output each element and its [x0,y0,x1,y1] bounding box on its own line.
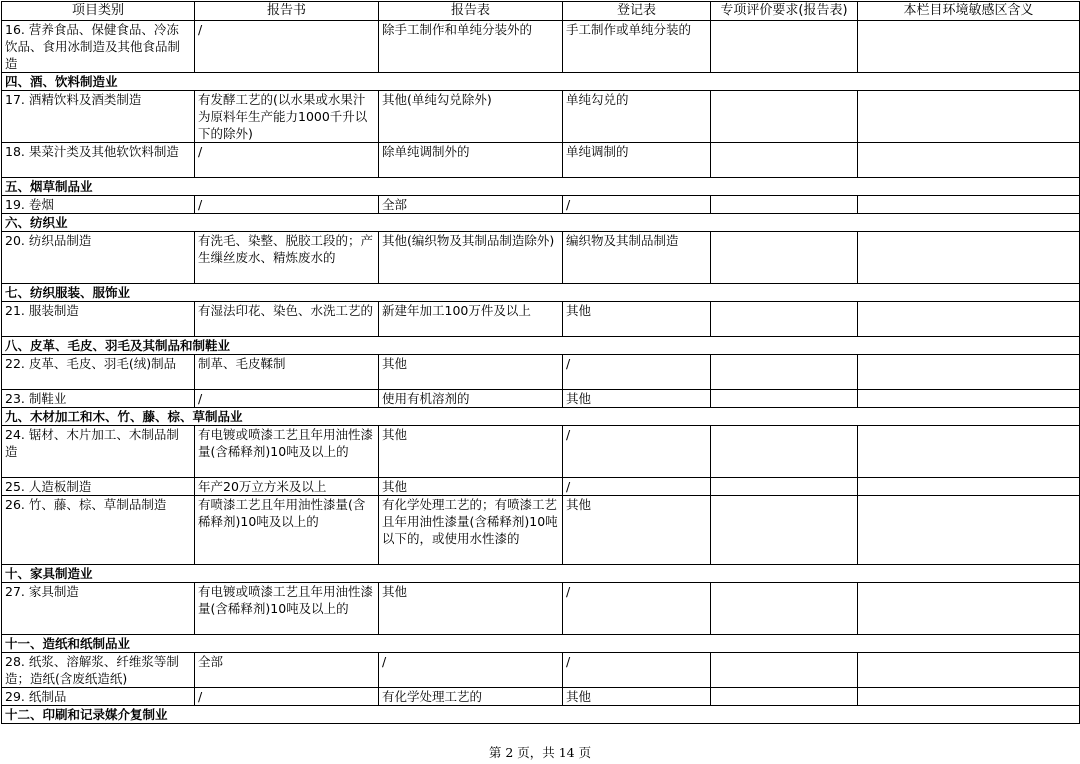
report-book-cell: / [195,688,379,706]
registration-form-cell: / [563,355,711,390]
registration-form-cell: 其他 [563,302,711,337]
section-title: 十、家具制造业 [2,565,1080,583]
registration-form-cell: 其他 [563,496,711,565]
special-evaluation-cell [711,232,858,284]
table-row [2,302,1080,337]
section-row [2,706,1080,724]
project-category-cell: 24. 锯材、木片加工、木制品制造 [2,426,195,478]
registration-form-cell: 单纯调制的 [563,143,711,178]
section-row [2,565,1080,583]
report-book-cell: / [195,21,379,73]
special-evaluation-cell [711,583,858,635]
project-category-cell: 23. 制鞋业 [2,390,195,408]
special-evaluation-cell [711,653,858,688]
sensitive-area-cell [858,426,1080,478]
table-row [2,355,1080,390]
special-evaluation-cell [711,688,858,706]
special-evaluation-cell [711,143,858,178]
registration-form-cell: 其他 [563,390,711,408]
sensitive-area-cell [858,91,1080,143]
sensitive-area-cell [858,688,1080,706]
special-evaluation-cell [711,390,858,408]
sensitive-area-cell [858,478,1080,496]
report-book-cell: 有湿法印花、染色、水洗工艺的 [195,302,379,337]
table-row [2,653,1080,688]
report-form-cell: 其他(编织物及其制品制造除外) [379,232,563,284]
report-form-cell: 除手工制作和单纯分装外的 [379,21,563,73]
report-book-cell: 有喷漆工艺且年用油性漆量(含稀释剂)10吨及以上的 [195,496,379,565]
report-book-cell: 有洗毛、染整、脱胶工段的；产生缫丝废水、精炼废水的 [195,232,379,284]
report-book-cell: 全部 [195,653,379,688]
header-sensitive-area-meaning: 本栏目环境敏感区含义 [858,2,1080,21]
report-book-cell: / [195,143,379,178]
report-form-cell: 其他 [379,355,563,390]
project-category-cell: 20. 纺织品制造 [2,232,195,284]
report-book-cell: 年产20万立方米及以上 [195,478,379,496]
project-category-cell: 28. 纸浆、溶解浆、纤维浆等制造；造纸(含废纸造纸) [2,653,195,688]
section-title: 十一、造纸和纸制品业 [2,635,1080,653]
table-row [2,21,1080,73]
report-book-cell: 制革、毛皮鞣制 [195,355,379,390]
report-form-cell: 全部 [379,196,563,214]
registration-form-cell: / [563,196,711,214]
report-form-cell: / [379,653,563,688]
header-project-category: 项目类别 [2,2,195,21]
section-title: 四、酒、饮料制造业 [2,73,1080,91]
section-row [2,408,1080,426]
section-row [2,178,1080,196]
sensitive-area-cell [858,583,1080,635]
sensitive-area-cell [858,21,1080,73]
table-row [2,688,1080,706]
sensitive-area-cell [858,390,1080,408]
sensitive-area-cell [858,143,1080,178]
report-book-cell: / [195,196,379,214]
table-row [2,390,1080,408]
registration-form-cell: 编织物及其制品制造 [563,232,711,284]
report-form-cell: 使用有机溶剂的 [379,390,563,408]
registration-form-cell: 其他 [563,688,711,706]
table-row [2,196,1080,214]
special-evaluation-cell [711,21,858,73]
section-row [2,337,1080,355]
table-row [2,232,1080,284]
section-row [2,284,1080,302]
report-form-cell: 有化学处理工艺的；有喷漆工艺且年用油性漆量(含稀释剂)10吨以下的，或使用水性漆的 [379,496,563,565]
sensitive-area-cell [858,196,1080,214]
table-row [2,478,1080,496]
project-category-cell: 18. 果菜汁类及其他软饮料制造 [2,143,195,178]
registration-form-cell: 手工制作或单纯分装的 [563,21,711,73]
sensitive-area-cell [858,496,1080,565]
special-evaluation-cell [711,355,858,390]
sensitive-area-cell [858,302,1080,337]
project-category-cell: 21. 服装制造 [2,302,195,337]
table-row [2,143,1080,178]
project-category-cell: 29. 纸制品 [2,688,195,706]
special-evaluation-cell [711,302,858,337]
special-evaluation-cell [711,196,858,214]
report-form-cell: 其他(单纯勾兑除外) [379,91,563,143]
report-book-cell: 有电镀或喷漆工艺且年用油性漆量(含稀释剂)10吨及以上的 [195,583,379,635]
sensitive-area-cell [858,355,1080,390]
table-row [2,496,1080,565]
header-report-form: 报告表 [379,2,563,21]
special-evaluation-cell [711,426,858,478]
registration-form-cell: 单纯勾兑的 [563,91,711,143]
project-category-cell: 27. 家具制造 [2,583,195,635]
table-body [2,21,1080,724]
section-title: 七、纺织服装、服饰业 [2,284,1080,302]
registration-form-cell: / [563,653,711,688]
report-form-cell: 其他 [379,583,563,635]
report-book-cell: / [195,390,379,408]
report-form-cell: 其他 [379,478,563,496]
report-form-cell: 新建年加工100万件及以上 [379,302,563,337]
table-header-row [2,2,1080,21]
sensitive-area-cell [858,653,1080,688]
report-form-cell: 其他 [379,426,563,478]
report-book-cell: 有电镀或喷漆工艺且年用油性漆量(含稀释剂)10吨及以上的 [195,426,379,478]
page-number-footer: 第 2 页，共 14 页 [488,745,592,760]
project-category-cell: 26. 竹、藤、棕、草制品制造 [2,496,195,565]
report-form-cell: 除单纯调制外的 [379,143,563,178]
report-form-cell: 有化学处理工艺的 [379,688,563,706]
project-category-cell: 25. 人造板制造 [2,478,195,496]
registration-form-cell: / [563,478,711,496]
header-registration-form: 登记表 [563,2,711,21]
special-evaluation-cell [711,91,858,143]
table-row [2,91,1080,143]
section-row [2,73,1080,91]
project-category-cell: 22. 皮革、毛皮、羽毛(绒)制品 [2,355,195,390]
project-catalog-table [1,1,1080,724]
project-category-cell: 17. 酒精饮料及酒类制造 [2,91,195,143]
section-title: 九、木材加工和木、竹、藤、棕、草制品业 [2,408,1080,426]
section-title: 六、纺织业 [2,214,1080,232]
section-row [2,214,1080,232]
section-title: 八、皮革、毛皮、羽毛及其制品和制鞋业 [2,337,1080,355]
special-evaluation-cell [711,496,858,565]
project-category-cell: 16. 营养食品、保健食品、冷冻饮品、食用冰制造及其他食品制造 [2,21,195,73]
registration-form-cell: / [563,583,711,635]
table-row [2,583,1080,635]
section-title: 十二、印刷和记录媒介复制业 [2,706,1080,724]
section-title: 五、烟草制品业 [2,178,1080,196]
registration-form-cell: / [563,426,711,478]
report-book-cell: 有发酵工艺的(以水果或水果汁为原料年生产能力1000千升以下的除外) [195,91,379,143]
project-category-cell: 19. 卷烟 [2,196,195,214]
table-row [2,426,1080,478]
special-evaluation-cell [711,478,858,496]
sensitive-area-cell [858,232,1080,284]
section-row [2,635,1080,653]
header-report-book: 报告书 [195,2,379,21]
header-special-evaluation: 专项评价要求(报告表) [711,2,858,21]
